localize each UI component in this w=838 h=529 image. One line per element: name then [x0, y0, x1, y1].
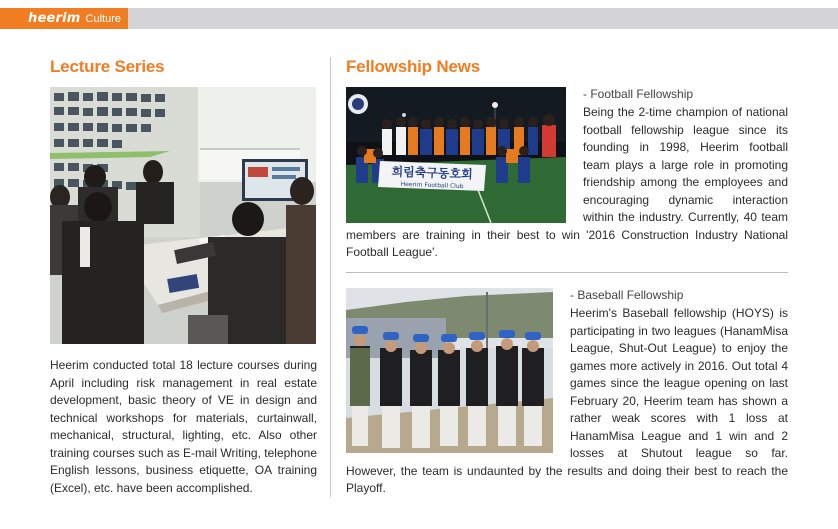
banner-english-text: Heerim Football Club: [400, 180, 464, 191]
fellowship-news-title: Fellowship News: [346, 57, 480, 76]
football-caption: - Football Fellowship: [583, 87, 694, 101]
lecture-description: Heerim conducted total 18 lecture courses during April including risk management in real estate development, basic theory of VE in design and technical workshops for materials, curtainwall, mechanical, structural, lighting, etc. Also other training courses such as E-mail Writing, telephone English lessons, business etiquette, OA training (Excel), etc. have been accomplished.: [50, 358, 317, 495]
football-description: Being the 2-time champion of national football fellowship league since its founding in 1998, Heerim football team plays a large role in promoting friendship among the employees and encouraging dynamic interaction within the industry. Currently, 40 team members are training in their best to win '2016 Construction Industry National Football League'.: [346, 105, 788, 259]
baseball-caption: - Baseball Fellowship: [570, 288, 684, 302]
football-team-photo: [346, 87, 566, 223]
news-divider: [346, 272, 788, 273]
header-bar: [0, 8, 838, 29]
lecture-series-title: Lecture Series: [50, 57, 165, 76]
section-label: Culture: [85, 12, 121, 25]
baseball-team-photo: [346, 288, 553, 453]
lecture-photo: [50, 87, 316, 344]
column-divider: [330, 57, 331, 497]
brand-logo: heerim: [28, 11, 81, 26]
football-news: [346, 87, 788, 262]
baseball-description: Heerim's Baseball fellowship (HOYS) is participating in two leagues (HanamMisa League, Shut-Out League) to enjoy the games more actively in 2016. Out total 4 games since the league opening on last February 20, Heerim team has shown a rather weak scores with 1 loss at HanamMisa League and 1 win and 2 losses at Shutout league so far. However, the team is undaunted by the results and doing their best to reach the Playoff.: [346, 306, 788, 495]
banner-korean-text: 희림축구동호회: [391, 164, 473, 182]
baseball-news: [346, 288, 788, 498]
brand-tab: [0, 8, 128, 29]
